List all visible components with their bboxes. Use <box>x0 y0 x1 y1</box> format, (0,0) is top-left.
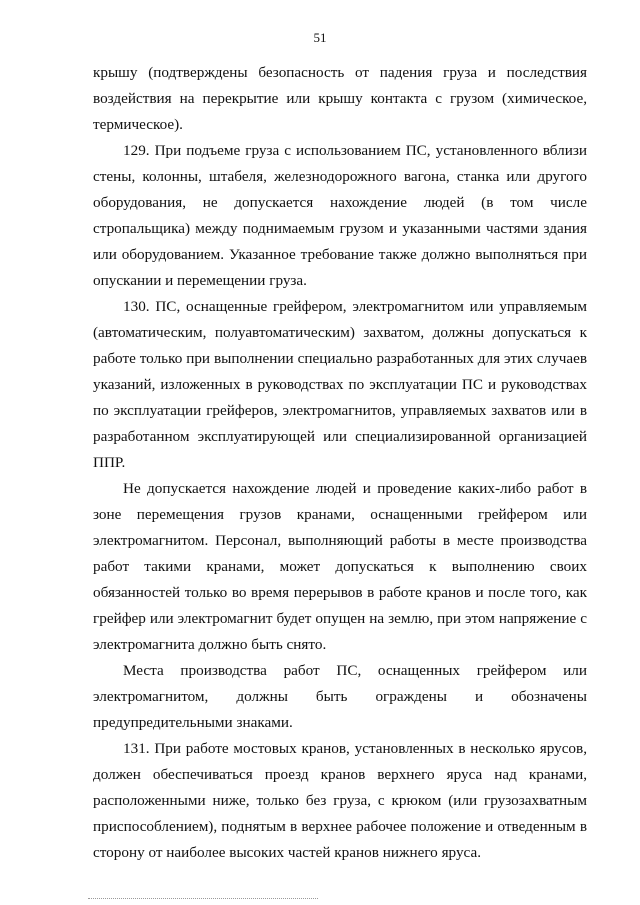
document-body <box>93 60 587 866</box>
paragraph-129: 129. При подъеме груза с использованием ПС, установленного вблизи стены, колонны, штабеля, железнодорожного вагона, станка или другого оборудования, не допускается нахождение людей (в том числе стропальщика) между поднимаемым грузом и указанными частями здания или оборудованием. Указанное требование также должно выполняться при опускании и перемещении груза. <box>93 142 587 289</box>
paragraph-131: 131. При работе мостовых кранов, установленных в несколько ярусов, должен обеспечиваться проезд кранов верхнего яруса над кранами, расположенными ниже, только без груза, с крюком (или грузозахватным приспособлением), поднятым в верхнее рабочее положение и отведенным в сторону от наиболее высоких частей кранов нижнего яруса. <box>93 740 587 861</box>
paragraph-130: 130. ПС, оснащенные грейфером, электромагнитом или управляемым (автоматическим, полуавтоматическим) захватом, должны допускаться к работе только при выполнении специально разработанных для этих случаев указаний, изложенных в руководствах по эксплуатации ПС и руководствах по эксплуатации грейферов, электромагнитов, управляемых захватов или в разработанном эксплуатирующей или специализированной организацией ППР. <box>93 298 587 471</box>
paragraph-130-fencing: Места производства работ ПС, оснащенных грейфером или электромагнитом, должны быть ограждены и обозначены предупредительными знаками. <box>93 662 587 731</box>
bottom-scan-line <box>88 898 318 899</box>
page-number: 51 <box>313 30 327 45</box>
paragraph-continuation: крышу (подтверждены безопасность от падения груза и последствия воздействия на перекрытие или крышу контакта с грузом (химическое, термическое). <box>93 64 587 133</box>
paragraph-130-no-people: Не допускается нахождение людей и проведение каких-либо работ в зоне перемещения грузов кранами, оснащенными грейфером или электромагнитом. Персонал, выполняющий работы в месте производства работ такими кранами, может допускаться к выполнению своих обязанностей только во время перерывов в работе кранов и после того, как грейфер или электромагнит будет опущен на землю, при этом напряжение с электромагнита должно быть снято. <box>93 480 587 653</box>
